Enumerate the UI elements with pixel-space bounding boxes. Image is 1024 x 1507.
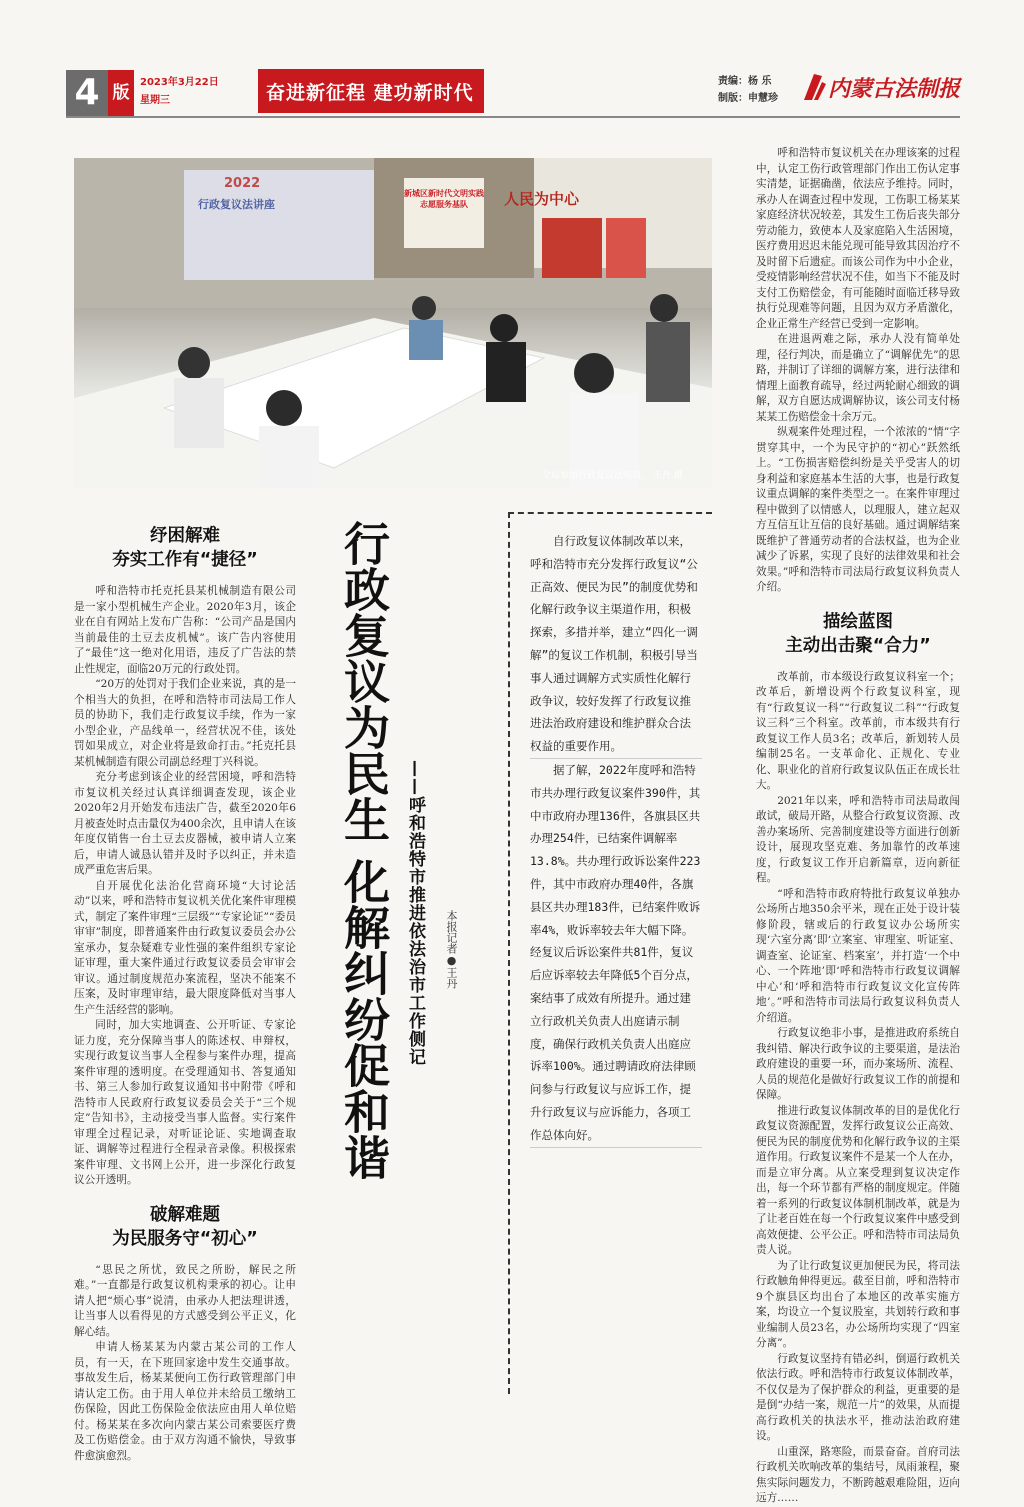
section-1-body	[74, 584, 296, 1189]
paragraph: “呼和浩特市政府特批行政复议单独办公场所占地350余平米，现在正处于设计装修阶段，辖或后的行政复议办公场所实现‘六室分离’即‘立案室、审理室、听证室、调查室、论证室、档案室’，并打造‘一个中心、一个阵地’即‘呼和浩特市行政复议调解中心’和‘呼和浩特市行政复议文化宣传阵地’。”呼和浩特市司法局行政复议科负责人介绍道。	[756, 887, 960, 1024]
paragraph: 行政复议坚持有错必纠，倒逼行政机关依法行政。呼和浩特市行政复议体制改革，不仅仅是为了保护群众的利益，更重要的是是倒“办结一案，规范一片”的效果，从而提高行政机关的执法水平，推动法治政府建设。	[756, 1352, 960, 1442]
article-byline: 本报记者●王丹	[445, 910, 458, 989]
paragraph: 同时，加大实地调查、公开听证、专家论证力度，充分保障当事人的陈述权、申辩权，实现行政复议当事人全程参与案件办理，提高案件审理的透明度。在受理通知书、答复通知书、第三人参加行政复议通知书中附带《呼和浩特市人民政府行政复议委员会关于“三个规定”告知书》，主动接受当事人监督。实行案件审理全过程记录，对听证论证、实地调查取证、调解等过程进行全程录音录像。积极探索案件审理、文书网上公开，进一步深化行政复议公开透明。	[74, 1019, 296, 1186]
section-4-heading-line1: 描绘蓝图	[823, 611, 893, 632]
section-2-heading-line1: 破解难题	[150, 1204, 220, 1225]
lecture-photo-illustration	[74, 158, 712, 488]
paragraph: 纵观案件处理过程，一个浓浓的“情”字贯穿其中，一个为民守护的“初心”跃然纸上。“工伤损害赔偿纠纷是关乎受害人的切身利益和家庭基本生活的大事，也是行政复议重点调解的案件类型之一。在案件审理过程中做到了以情感人，以理服人，建立起双方互信互让互信的良好基础。通过调解结案既维护了普通劳动者的合法权益，也为企业减少了诉累，实现了良好的法律效果和社会效果。”呼和浩特市司法局行政复议科负责人介绍。	[756, 426, 960, 593]
photo-wall-sign-line2: 志愿服务基队	[420, 200, 468, 209]
editor-name: 责编：杨 乐	[718, 76, 772, 87]
paragraph: 2021年以来，呼和浩特市司法局敢闯敢试，破局开路，从整合行政复议资源、改善办案场所、完善制度建设等方面进行创新设计，展现攻坚克难、务加靠竹的改革速度，行政复议工作开启新篇章，迈向新征程。	[756, 794, 960, 884]
section-1-heading-line1: 纾困解难	[150, 526, 220, 546]
article-subtitle: ——呼和浩特市推进依法治市工作侧记	[405, 760, 425, 1066]
paragraph: 申请人杨某某为内蒙古某公司的工作人员，有一天，在下班回家途中发生交通事故。事故发生后，杨某某便向工伤行政管理部门申请认定工伤。由于用人单位并未给员工缴纳工伤保险，因此工伤保险金依法应由用人单位赔付。杨某某在多次向内蒙古某公司索要医疗费及工伤赔偿金。由于双方沟通不愉快，导致事件愈演愈烈。	[74, 1341, 296, 1462]
issue-weekday: 星期三	[140, 95, 170, 106]
masthead-emblem-icon	[800, 72, 826, 102]
paragraph: 自开展优化法治化营商环境“大讨论活动”以来，呼和浩特市复议机关优化案件审理模式，制定了案件审理“三层级”“专家论证”“委员审审”制度，即普通案件由行政复议委员会办公室承办，复杂疑难专业性强的案件组织专家论证审理，重大案件通过行政复议委员会审审会审议。通过制度规范办案流程，坚决不能案不压案，及时审理审结，最大限度降低对当事人生产生活经营的影响。	[74, 879, 296, 1016]
section-2-body	[74, 1263, 296, 1465]
issue-date: 2023年3月22日	[140, 77, 219, 88]
paragraph: 呼和浩特市复议机关在办理该案的过程中，认定工伤行政管理部门作出工伤认定事实清楚，证据确凿，依法应予维持。同时，承办人在调查过程中发现，工伤职工杨某某家庭经济状况较差，其发生工伤后丧失部分劳动能力，致使本人及家庭陷入生活困境，医疗费用迟迟未能兑现可能导致其因治疗不及时留下后遗症。而该公司作为中小企业，受疫情影响经营状况不佳，如当下不能及时支付工伤赔偿金，有可能随时面临迁移导致执行兑现难等问题，且因为双方矛盾激化，企业正常生产经营已受到一定影响。	[756, 147, 960, 330]
section-2-heading-line2: 为民服务守“初心”	[112, 1228, 258, 1249]
photo-banner-year: 2022	[224, 176, 261, 191]
photo-credit: 全局参加行政复议法培训。 王丹 摄	[542, 471, 683, 481]
editor-credits	[718, 73, 778, 107]
producer-name: 制版：申慧珍	[718, 93, 778, 104]
summary-box	[530, 530, 702, 1148]
issue-date-block	[140, 74, 260, 110]
section-1-heading	[74, 524, 296, 572]
masthead-logo	[800, 70, 960, 102]
paragraph: 在进退两难之际，承办人没有简单处理，径行判决，而是确立了“调解优先”的思路，并制订了详细的调解方案，进行法律和情理上面教育疏导，经过两轮耐心细致的调解，双方自愿达成调解协议，该公司支付杨某某工伤赔偿金十余万元。	[756, 333, 960, 423]
paragraph: 行政复议绝非小事，是推进政府系统自我纠错、解决行政争议的主要渠道，是法治政府建设的重要一环，而办案场所、流程、人员的规范化是做好行政复议工作的前提和保障。	[756, 1027, 960, 1101]
section-4-body	[756, 670, 960, 1507]
header-rule	[66, 116, 960, 118]
section-1-heading-line2: 夯实工作有“捷径”	[112, 550, 258, 570]
section-3	[756, 146, 960, 1507]
photo-wall-sign-line1: 新城区新时代文明实践	[404, 189, 484, 198]
summary-paragraph: 据了解，2022年度呼和浩特市共办理行政复议案件390件，其中市政府办理136件，各旗县区共办理254件，已结案件调解率13.8%。共办理行政诉讼案件223件，其中市政府办理40件，各旗县区共办理183件，已结案件败诉率4%，败诉率较去年大幅下降。经复议后诉讼案件共81件，复议后应诉率较去年降低5个百分点，案结事了成效有所提升。通过建立行政机关负责人出庭请示制度，确保行政机关负责人出庭应诉率100%。通过聘请政府法律顾问参与行政复议与应诉工作，提升行政复议与应诉能力，各项工作总体向好。	[530, 759, 702, 1148]
article-title: 行政复议为民生 化解纠纷促和谐	[337, 520, 391, 1181]
paragraph: 充分考虑到该企业的经营困境，呼和浩特市复议机关经过认真详细调查发现，该企业2020年2月开始发布违法广告，截至2020年6月被查处时点击量仅为400余次，且申请人在该年度仅销售一台土豆去皮器械，被申请人立案后，申请人诚恳认错并及时予以纠正，并未造成严重危害后果。	[74, 771, 296, 876]
section-3-body	[756, 146, 960, 596]
paragraph: 山重深，路寒险，而景奋奋。首府司法行政机关吹响改革的集结号，凤雨兼程，聚焦实际问题发力，不断跨越艰难险阻，迈向远方……	[756, 1445, 960, 1504]
section-4-heading-line2: 主动出击聚“合力”	[785, 635, 931, 656]
slogan-text: 奋进新征程 建功新时代	[266, 82, 474, 104]
photo-banner-title: 行政复议法讲座	[198, 198, 275, 211]
paragraph: 推进行政复议体制改革的目的是优化行政复议资源配置，发挥行政复议公正高效、便民为民的制度优势和化解行政争议的主渠道作用。行政复议案件不是某一个人在办，而是立审分离。从立案受理到复议决定作出，每一个环节都有严格的制度规定。伴随着一系列的行政复议体制机制改革，就是为了让老百姓在每一个行政复议案件中感受到高效便捷、公平公正。呼和浩特市司法局负责人说。	[756, 1104, 960, 1256]
lecture-photo	[74, 158, 712, 488]
summary-paragraph: 自行政复议体制改革以来，呼和浩特市充分发挥行政复议“公正高效、便民为民”的制度优势和化解行政争议主渠道作用，积极探索，多措并举，建立“四化一调解”的复议工作机制，积极引导当事人通过调解方式实质性化解行政争议，较好发挥了行政复议推进法治政府建设和维护群众合法权益的重要作用。	[530, 530, 702, 759]
paragraph: 改革前，市本级设行政复议科室一个；改革后，新增设两个行政复议科室，现有“行政复议一科”“行政复议二科”“行政复议三科”三个科室。改革前，市本级共有行政复议工作人员3名；改革后，新划转人员编制25名。一支革命化、正规化、专业化、职业化的首府行政复议队伍正在成长壮大。	[756, 670, 960, 791]
section-4-heading	[756, 610, 960, 658]
page-suffix: 版	[108, 70, 134, 116]
section-1	[74, 524, 296, 1464]
section-2-heading	[74, 1203, 296, 1251]
page-number: 4	[66, 70, 108, 116]
paragraph: 为了让行政复议更加便民为民，将司法行政触角伸得更远。截至目前，呼和浩特市9个旗县区均出台了本地区的改革实施方案，均设立一个复议股室，共划转行政和事业编制人员23名，办公场所均实现了“四室分离”。	[756, 1259, 960, 1349]
photo-wall-sign	[394, 188, 494, 210]
paragraph: 呼和浩特市托克托县某机械制造有限公司是一家小型机械生产企业。2020年3月，该企业在自有网站上发布广告称：“公司产品是国内当前最佳的土豆去皮机械”。该广告内容使用了“最佳”这一绝对化用语，违反了广告法的禁止性规定，面临20万元的行政处罚。	[74, 585, 296, 675]
masthead-title: 内蒙古法制报	[828, 76, 961, 102]
photo-wall-slogan: 人民为中心	[504, 190, 580, 208]
paragraph: “20万的处罚对于我们企业来说，真的是一个相当大的负担，在呼和浩特市司法局工作人员的协助下，我们走行政复议手续，作为一家小型企业，产品线单一，经营状况不佳，该处罚如果成立，对企业将是致命打击。”托克托县某机械制造有限公司副总经理丁兴科说。	[74, 678, 296, 768]
paragraph: “思民之所忧，致民之所盼，解民之所难。”一直都是行政复议机构秉承的初心。让申请人把“烦心事”说清，由承办人把法理讲透，让当事人以看得见的方式感受到公平正义，化解心结。	[74, 1263, 296, 1338]
